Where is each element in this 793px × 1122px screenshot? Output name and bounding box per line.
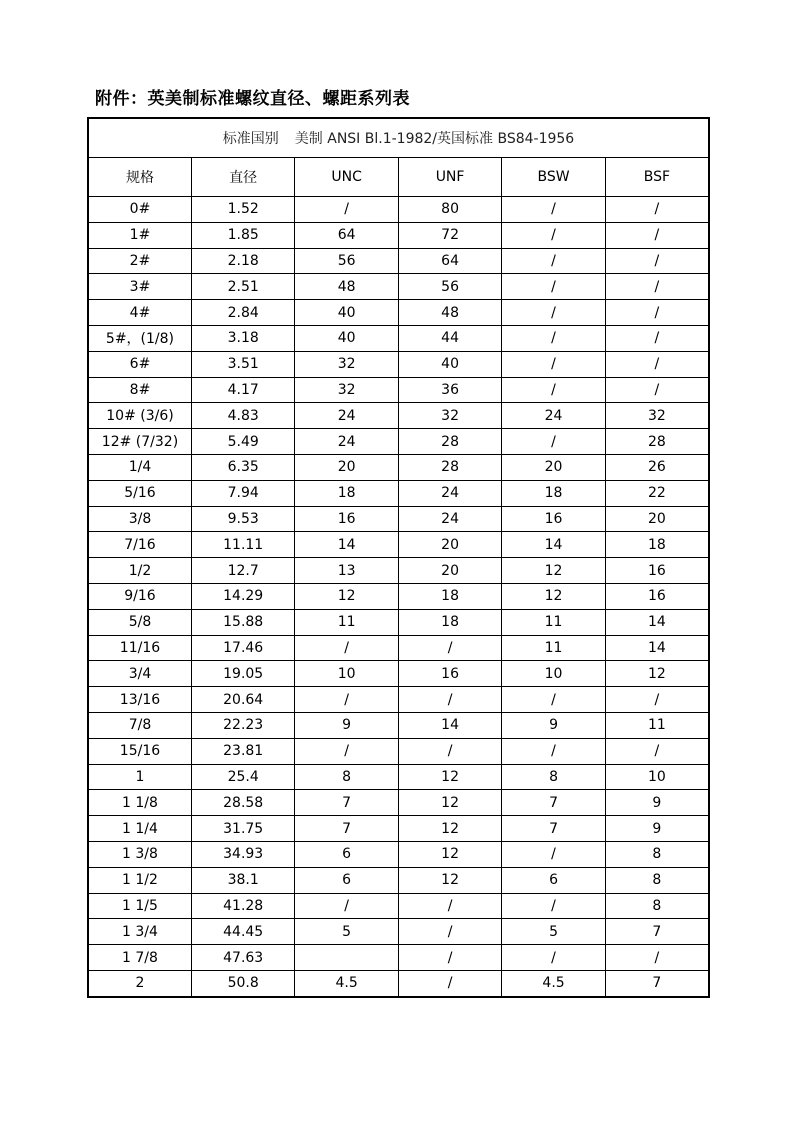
cell-bsw: 12 bbox=[502, 558, 605, 584]
cell-diameter: 19.05 bbox=[191, 661, 294, 687]
table-row bbox=[88, 661, 709, 687]
cell-spec: 15/16 bbox=[88, 738, 191, 764]
table-header-row bbox=[88, 158, 709, 197]
cell-unc: 10 bbox=[295, 661, 398, 687]
cell-spec: 9/16 bbox=[88, 583, 191, 609]
cell-unf: 28 bbox=[398, 454, 501, 480]
cell-spec: 8# bbox=[88, 377, 191, 403]
caption-standard-country: 标准国别 bbox=[222, 131, 279, 147]
cell-spec: 1 1/5 bbox=[88, 893, 191, 919]
cell-unc: / bbox=[295, 893, 398, 919]
cell-bsw: / bbox=[502, 351, 605, 377]
cell-bsf: / bbox=[605, 687, 709, 713]
cell-bsw: 8 bbox=[502, 764, 605, 790]
table-row bbox=[88, 609, 709, 635]
cell-bsw: 24 bbox=[502, 403, 605, 429]
cell-spec: 1 1/4 bbox=[88, 816, 191, 842]
cell-unf: 64 bbox=[398, 248, 501, 274]
cell-diameter: 9.53 bbox=[191, 506, 294, 532]
cell-spec: 10# (3/6) bbox=[88, 403, 191, 429]
cell-spec: 4# bbox=[88, 300, 191, 326]
cell-bsw: / bbox=[502, 248, 605, 274]
table-row bbox=[88, 480, 709, 506]
header-spec: 规格 bbox=[88, 158, 191, 197]
table-row bbox=[88, 377, 709, 403]
header-diameter: 直径 bbox=[191, 158, 294, 197]
cell-unc: 9 bbox=[295, 712, 398, 738]
table-row bbox=[88, 712, 709, 738]
cell-diameter: 6.35 bbox=[191, 454, 294, 480]
cell-bsw: 20 bbox=[502, 454, 605, 480]
table-row bbox=[88, 919, 709, 945]
table-row bbox=[88, 506, 709, 532]
cell-bsf: / bbox=[605, 248, 709, 274]
cell-unf: 18 bbox=[398, 583, 501, 609]
table-caption-row bbox=[88, 118, 709, 158]
cell-bsw: / bbox=[502, 197, 605, 223]
cell-bsf: 7 bbox=[605, 970, 709, 996]
cell-diameter: 5.49 bbox=[191, 429, 294, 455]
cell-spec: 3/4 bbox=[88, 661, 191, 687]
cell-unf: / bbox=[398, 635, 501, 661]
cell-diameter: 31.75 bbox=[191, 816, 294, 842]
table-row bbox=[88, 351, 709, 377]
cell-bsw: 7 bbox=[502, 816, 605, 842]
cell-bsw: / bbox=[502, 429, 605, 455]
cell-bsf: 9 bbox=[605, 790, 709, 816]
cell-diameter: 2.18 bbox=[191, 248, 294, 274]
header-unc: UNC bbox=[295, 158, 398, 197]
cell-spec: 1 bbox=[88, 764, 191, 790]
cell-bsf: 14 bbox=[605, 609, 709, 635]
cell-unf: 12 bbox=[398, 867, 501, 893]
cell-spec: 7/16 bbox=[88, 532, 191, 558]
cell-diameter: 41.28 bbox=[191, 893, 294, 919]
cell-unf: 48 bbox=[398, 300, 501, 326]
cell-bsf: 16 bbox=[605, 583, 709, 609]
cell-bsw: / bbox=[502, 841, 605, 867]
cell-diameter: 44.45 bbox=[191, 919, 294, 945]
cell-unf: 32 bbox=[398, 403, 501, 429]
cell-bsw: 9 bbox=[502, 712, 605, 738]
cell-bsf: / bbox=[605, 325, 709, 351]
cell-spec: 12# (7/32) bbox=[88, 429, 191, 455]
table-row bbox=[88, 454, 709, 480]
cell-diameter: 4.83 bbox=[191, 403, 294, 429]
cell-bsf: / bbox=[605, 945, 709, 971]
table-row bbox=[88, 532, 709, 558]
cell-spec: 1/4 bbox=[88, 454, 191, 480]
table-row bbox=[88, 738, 709, 764]
cell-diameter: 50.8 bbox=[191, 970, 294, 996]
cell-spec: 0# bbox=[88, 197, 191, 223]
cell-bsw: / bbox=[502, 893, 605, 919]
cell-unc: 6 bbox=[295, 867, 398, 893]
cell-unf: 40 bbox=[398, 351, 501, 377]
cell-unf: / bbox=[398, 945, 501, 971]
table-row bbox=[88, 970, 709, 996]
table-row bbox=[88, 197, 709, 223]
document-title: 附件：英美制标准螺纹直径、螺距系列表 bbox=[95, 89, 410, 109]
table-row bbox=[88, 300, 709, 326]
cell-bsw: 11 bbox=[502, 635, 605, 661]
cell-spec: 5#，(1/8) bbox=[88, 325, 191, 351]
cell-bsw: / bbox=[502, 274, 605, 300]
cell-unf: 44 bbox=[398, 325, 501, 351]
cell-unf: 72 bbox=[398, 222, 501, 248]
cell-spec: 2# bbox=[88, 248, 191, 274]
cell-spec: 5/8 bbox=[88, 609, 191, 635]
cell-bsf: 20 bbox=[605, 506, 709, 532]
cell-unc: 7 bbox=[295, 816, 398, 842]
cell-bsf: 14 bbox=[605, 635, 709, 661]
cell-spec: 6# bbox=[88, 351, 191, 377]
cell-diameter: 2.51 bbox=[191, 274, 294, 300]
cell-bsw: / bbox=[502, 300, 605, 326]
cell-unc: 20 bbox=[295, 454, 398, 480]
cell-diameter: 7.94 bbox=[191, 480, 294, 506]
cell-unf: 16 bbox=[398, 661, 501, 687]
cell-unc: 4.5 bbox=[295, 970, 398, 996]
cell-bsw: 7 bbox=[502, 790, 605, 816]
cell-unc: 32 bbox=[295, 351, 398, 377]
cell-unc: 24 bbox=[295, 403, 398, 429]
cell-unf: / bbox=[398, 687, 501, 713]
cell-spec: 7/8 bbox=[88, 712, 191, 738]
cell-diameter: 14.29 bbox=[191, 583, 294, 609]
cell-bsf: / bbox=[605, 300, 709, 326]
cell-unc: 12 bbox=[295, 583, 398, 609]
cell-bsw: 6 bbox=[502, 867, 605, 893]
cell-bsw: / bbox=[502, 222, 605, 248]
cell-bsf: / bbox=[605, 377, 709, 403]
cell-unc: / bbox=[295, 687, 398, 713]
cell-unc bbox=[295, 945, 398, 971]
cell-bsf: 22 bbox=[605, 480, 709, 506]
cell-unf: 56 bbox=[398, 274, 501, 300]
cell-bsf: 10 bbox=[605, 764, 709, 790]
cell-unf: / bbox=[398, 893, 501, 919]
cell-diameter: 2.84 bbox=[191, 300, 294, 326]
cell-bsf: 9 bbox=[605, 816, 709, 842]
cell-unf: 12 bbox=[398, 764, 501, 790]
cell-unc: 40 bbox=[295, 325, 398, 351]
cell-unc: / bbox=[295, 197, 398, 223]
cell-unc: 6 bbox=[295, 841, 398, 867]
cell-unc: 64 bbox=[295, 222, 398, 248]
cell-spec: 3# bbox=[88, 274, 191, 300]
cell-unf: / bbox=[398, 738, 501, 764]
table-row bbox=[88, 248, 709, 274]
cell-spec: 1 3/4 bbox=[88, 919, 191, 945]
cell-diameter: 4.17 bbox=[191, 377, 294, 403]
cell-unf: 20 bbox=[398, 532, 501, 558]
cell-unc: 11 bbox=[295, 609, 398, 635]
cell-spec: 1 7/8 bbox=[88, 945, 191, 971]
cell-bsf: 7 bbox=[605, 919, 709, 945]
cell-unc: 48 bbox=[295, 274, 398, 300]
cell-unf: 36 bbox=[398, 377, 501, 403]
header-unf: UNF bbox=[398, 158, 501, 197]
cell-spec: 1 1/2 bbox=[88, 867, 191, 893]
cell-diameter: 38.1 bbox=[191, 867, 294, 893]
cell-bsf: 8 bbox=[605, 841, 709, 867]
cell-bsf: 18 bbox=[605, 532, 709, 558]
table-row bbox=[88, 893, 709, 919]
cell-bsw: 11 bbox=[502, 609, 605, 635]
cell-unc: / bbox=[295, 738, 398, 764]
table-row bbox=[88, 790, 709, 816]
caption-standards: 美制 ANSI Bl.1-1982/英国标准 BS84-1956 bbox=[294, 131, 575, 147]
cell-unf: 80 bbox=[398, 197, 501, 223]
cell-diameter: 17.46 bbox=[191, 635, 294, 661]
cell-unf: 12 bbox=[398, 841, 501, 867]
cell-spec: 1/2 bbox=[88, 558, 191, 584]
cell-diameter: 3.51 bbox=[191, 351, 294, 377]
cell-spec: 2 bbox=[88, 970, 191, 996]
cell-bsw: / bbox=[502, 945, 605, 971]
cell-unc: 56 bbox=[295, 248, 398, 274]
cell-spec: 1 3/8 bbox=[88, 841, 191, 867]
cell-bsw: 4.5 bbox=[502, 970, 605, 996]
cell-diameter: 22.23 bbox=[191, 712, 294, 738]
cell-unf: 14 bbox=[398, 712, 501, 738]
table-caption bbox=[88, 118, 709, 158]
table-row bbox=[88, 583, 709, 609]
cell-bsf: / bbox=[605, 738, 709, 764]
cell-diameter: 11.11 bbox=[191, 532, 294, 558]
cell-diameter: 28.58 bbox=[191, 790, 294, 816]
cell-diameter: 12.7 bbox=[191, 558, 294, 584]
cell-diameter: 25.4 bbox=[191, 764, 294, 790]
header-bsf: BSF bbox=[605, 158, 709, 197]
cell-diameter: 15.88 bbox=[191, 609, 294, 635]
cell-diameter: 3.18 bbox=[191, 325, 294, 351]
cell-diameter: 23.81 bbox=[191, 738, 294, 764]
cell-spec: 1 1/8 bbox=[88, 790, 191, 816]
table-row bbox=[88, 325, 709, 351]
table-body bbox=[88, 197, 709, 997]
cell-bsf: / bbox=[605, 351, 709, 377]
cell-unc: 40 bbox=[295, 300, 398, 326]
table-row bbox=[88, 429, 709, 455]
table-row bbox=[88, 635, 709, 661]
cell-bsf: 12 bbox=[605, 661, 709, 687]
cell-spec: 5/16 bbox=[88, 480, 191, 506]
cell-bsf: / bbox=[605, 222, 709, 248]
cell-bsf: 8 bbox=[605, 867, 709, 893]
cell-unc: 24 bbox=[295, 429, 398, 455]
table-row bbox=[88, 274, 709, 300]
cell-bsw: 18 bbox=[502, 480, 605, 506]
cell-diameter: 1.52 bbox=[191, 197, 294, 223]
cell-bsf: / bbox=[605, 274, 709, 300]
cell-unf: / bbox=[398, 919, 501, 945]
cell-unc: 8 bbox=[295, 764, 398, 790]
table-row bbox=[88, 816, 709, 842]
header-bsw: BSW bbox=[502, 158, 605, 197]
cell-unc: 7 bbox=[295, 790, 398, 816]
cell-unf: 20 bbox=[398, 558, 501, 584]
cell-bsf: 32 bbox=[605, 403, 709, 429]
cell-bsw: / bbox=[502, 325, 605, 351]
cell-bsw: 14 bbox=[502, 532, 605, 558]
table-row bbox=[88, 764, 709, 790]
cell-diameter: 47.63 bbox=[191, 945, 294, 971]
table-row bbox=[88, 558, 709, 584]
cell-spec: 1# bbox=[88, 222, 191, 248]
cell-bsf: / bbox=[605, 197, 709, 223]
cell-diameter: 1.85 bbox=[191, 222, 294, 248]
cell-bsf: 26 bbox=[605, 454, 709, 480]
cell-unc: 16 bbox=[295, 506, 398, 532]
cell-unf: 24 bbox=[398, 506, 501, 532]
cell-unf: 12 bbox=[398, 790, 501, 816]
table-row bbox=[88, 945, 709, 971]
table-row bbox=[88, 687, 709, 713]
cell-bsw: / bbox=[502, 687, 605, 713]
table-row bbox=[88, 867, 709, 893]
table-row bbox=[88, 403, 709, 429]
cell-bsf: 11 bbox=[605, 712, 709, 738]
cell-spec: 13/16 bbox=[88, 687, 191, 713]
cell-diameter: 20.64 bbox=[191, 687, 294, 713]
cell-bsf: 16 bbox=[605, 558, 709, 584]
cell-spec: 11/16 bbox=[88, 635, 191, 661]
cell-unf: / bbox=[398, 970, 501, 996]
cell-unf: 28 bbox=[398, 429, 501, 455]
thread-spec-table bbox=[87, 117, 710, 998]
cell-unc: 5 bbox=[295, 919, 398, 945]
cell-diameter: 34.93 bbox=[191, 841, 294, 867]
cell-unc: 13 bbox=[295, 558, 398, 584]
cell-unc: 18 bbox=[295, 480, 398, 506]
table-row bbox=[88, 841, 709, 867]
cell-unc: / bbox=[295, 635, 398, 661]
cell-unf: 24 bbox=[398, 480, 501, 506]
cell-unc: 14 bbox=[295, 532, 398, 558]
cell-bsw: 10 bbox=[502, 661, 605, 687]
cell-bsw: / bbox=[502, 377, 605, 403]
cell-unf: 18 bbox=[398, 609, 501, 635]
table-row bbox=[88, 222, 709, 248]
cell-spec: 3/8 bbox=[88, 506, 191, 532]
cell-bsw: 16 bbox=[502, 506, 605, 532]
cell-unf: 12 bbox=[398, 816, 501, 842]
cell-bsw: 12 bbox=[502, 583, 605, 609]
cell-unc: 32 bbox=[295, 377, 398, 403]
cell-bsf: 28 bbox=[605, 429, 709, 455]
cell-bsf: 8 bbox=[605, 893, 709, 919]
cell-bsw: 5 bbox=[502, 919, 605, 945]
cell-bsw: / bbox=[502, 738, 605, 764]
